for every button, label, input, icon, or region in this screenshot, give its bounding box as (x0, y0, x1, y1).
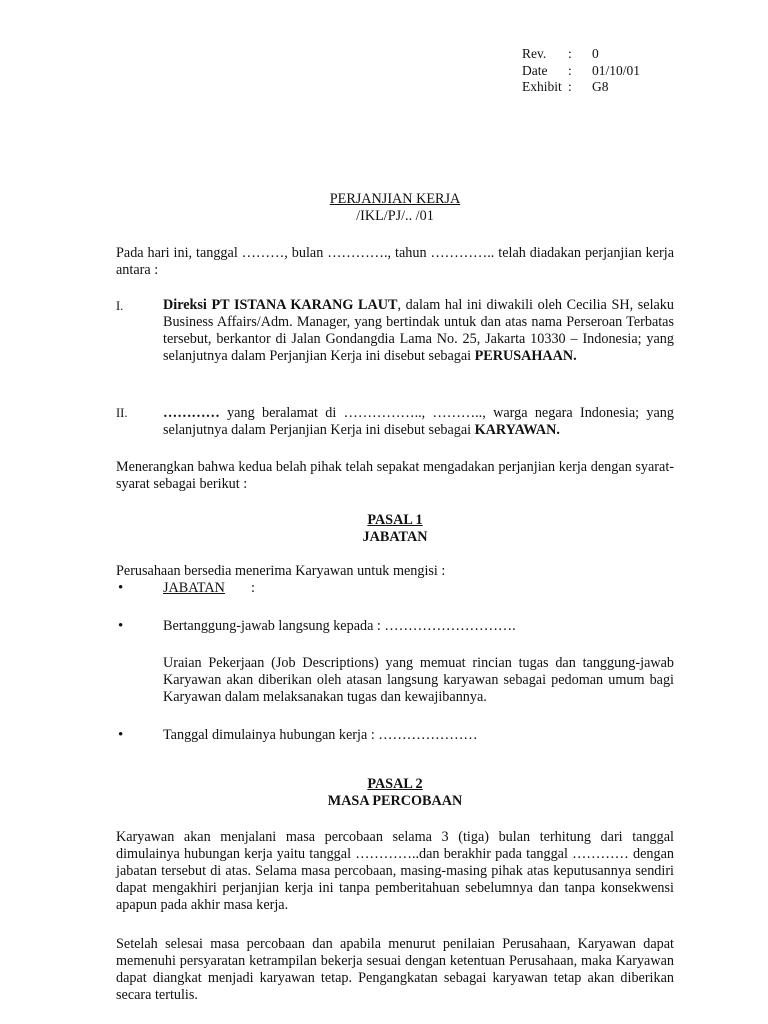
meta-colon: : (568, 46, 572, 61)
meta-value: G8 (592, 79, 609, 94)
meta-colon: : (568, 79, 572, 94)
pasal-2-title: MASA PERCOBAAN (327, 793, 463, 809)
title-ref: /IKL/PJ/.. /01 (356, 208, 434, 224)
meta-exhibit (522, 79, 640, 96)
meta-date (522, 63, 640, 80)
bullet-icon: • (118, 727, 124, 743)
meta-key: Date (522, 62, 548, 78)
agreement-paragraph: Menerangkan bahwa kedua belah pihak telah sepakat mengadakan perjanjian kerja dengan syarat-syarat sebagai berikut : (116, 459, 674, 492)
pasal-2-paragraph-1: Karyawan akan menjalani masa percobaan selama 3 (tiga) bulan terhitung dari tanggal dimulainya hubungan kerja yaitu tanggal …………..dan berakhir pada tanggal ………… dengan jabatan tersebut di atas. Selama masa percobaan, masing-masing pihak atas keputusannya sendiri dapat mengakhiri perjanjian kerja ini tanpa pemberitahuan sebelumnya dan tanpa konsekwensi apapun pada akhir masa kerja. (116, 829, 674, 913)
meta-key: Exhibit (522, 79, 562, 94)
party-2-number: II. (116, 406, 128, 420)
job-description-paragraph: Uraian Pekerjaan (Job Descriptions) yang memuat rincian tugas dan tanggung-jawab Karyawan akan diberikan oleh atasan langsung karyawan sebagai pedoman umum bagi Karyawan dalam melaksanakan tugas dan kewajibannya. (163, 655, 674, 705)
pasal-2-heading (116, 776, 674, 810)
start-date-line: Tanggal dimulainya hubungan kerja : ………………… (163, 727, 478, 743)
pasal-2-number: PASAL 2 (367, 776, 423, 792)
party-2-text (163, 405, 674, 439)
party-1-description: , dalam hal ini diwakili oleh Cecilia SH, selaku Business Affairs/Adm. Manager, yang bertindak untuk dan atas nama Perseroan Terbatas tersebut, berkantor di Jalan Gondangdia Lama No. 25, Jakarta 10330 – Indonesia; yang selanjutnya dalam Perjanjian Kerja ini disebut sebagai (163, 297, 674, 364)
jabatan-line (163, 580, 674, 597)
meta-colon: : (568, 62, 572, 78)
party-1-role: PERUSAHAAN. (474, 348, 577, 364)
meta-key: Rev. (522, 46, 547, 61)
meta-rev (522, 46, 640, 63)
meta-value: 01/10/01 (592, 62, 641, 78)
party-2-role: KARYAWAN. (474, 422, 560, 438)
bullet-icon: • (118, 618, 124, 634)
party-1-number: I. (116, 299, 124, 313)
party-1-name: Direksi PT ISTANA KARANG LAUT (163, 297, 398, 313)
title-main: PERJANJIAN KERJA (329, 191, 461, 207)
party-2-name: ………… (163, 405, 220, 421)
document-meta (522, 46, 640, 96)
pasal-1-intro: Perusahaan bersedia menerima Karyawan untuk mengisi : (116, 563, 446, 579)
pasal-1-number: PASAL 1 (367, 512, 423, 528)
document-title (116, 191, 674, 225)
jabatan-colon: : (250, 580, 255, 596)
pasal-2-paragraph-2: Setelah selesai masa percobaan dan apabila menurut penilaian Perusahaan, Karyawan dapat memenuhi persyaratan ketrampilan bekerja sesuai dengan ketentuan Perusahaan, maka Karyawan dapat diangkat menjadi karyawan tetap. Pengangkatan sebagai karyawan tetap akan diberikan secara tertulis. (116, 936, 674, 1003)
pasal-1-heading (116, 512, 674, 546)
pasal-1-title: JABATAN (362, 529, 428, 545)
bullet-icon: • (118, 580, 124, 596)
jabatan-label: JABATAN (163, 580, 225, 596)
meta-value: 0 (592, 46, 599, 61)
party-2-description: yang beralamat di …………….., ……….., warga negara Indonesia; yang selanjutnya dalam Perjanjian Kerja ini disebut sebagai (163, 405, 674, 438)
reports-to-line: Bertanggung-jawab langsung kepada : ………………………. (163, 618, 516, 634)
intro-paragraph: Pada hari ini, tanggal ………, bulan …………., tahun ………….. telah diadakan perjanjian kerja antara : (116, 245, 674, 278)
party-1-text (163, 297, 674, 365)
